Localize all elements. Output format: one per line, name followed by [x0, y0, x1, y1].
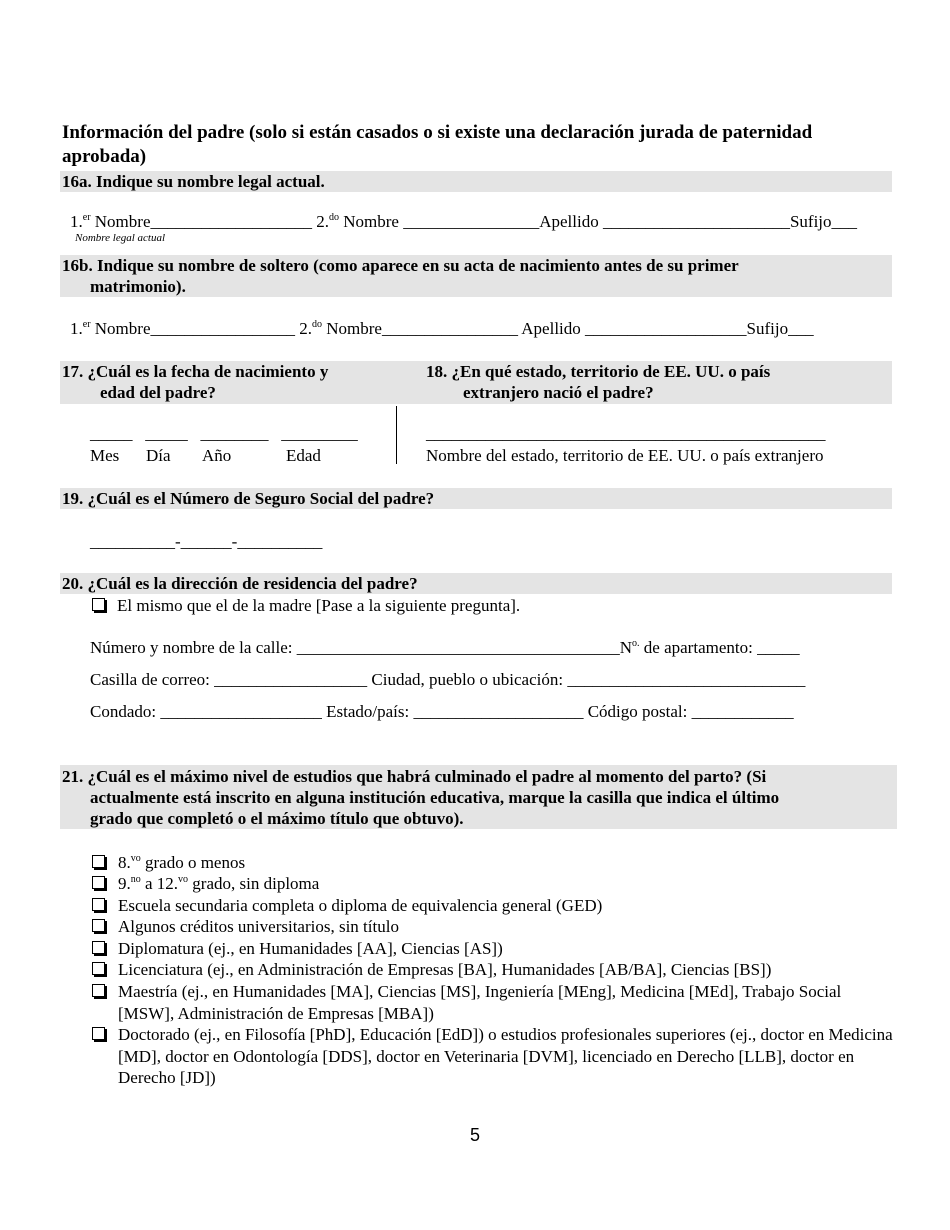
- pobox-city-field[interactable]: Casilla de correo: __________________ Ciudad, pueblo o ubicación: ____________________________: [90, 670, 806, 689]
- education-option-bachelor[interactable]: Licenciatura (ej., en Administración de Empresas [BA], Humanidades [AB/BA], Ciencias [BS]): [92, 959, 902, 981]
- edad-label: Edad: [286, 446, 321, 465]
- same-as-mother-option[interactable]: El mismo que el de la madre [Pase a la siguiente pregunta].: [92, 596, 520, 616]
- street-address-field[interactable]: Número y nombre de la calle: $\_\_\_\_\_\_\_\_\_\_\_\_\_\_\_\_\_\_\_\_\_\_\_\_\_\_\_\_\_\_\_\_\_\_\_\_\_\_N^{o.}$ de apartamento: _____: [90, 638, 800, 657]
- section-20-header: 20. ¿Cuál es la dirección de residencia del padre?: [60, 573, 892, 594]
- education-option-associate[interactable]: Diplomatura (ej., en Humanidades [AA], Ciencias [AS]): [92, 938, 902, 960]
- page-number: 5: [469, 1125, 480, 1145]
- section-19-header: 19. ¿Cuál es el Número de Seguro Social del padre?: [60, 488, 892, 509]
- birthplace-label: Nombre del estado, territorio de EE. UU. o país extranjero: [426, 446, 824, 465]
- section-16b-header-line2: matrimonio).: [90, 277, 186, 296]
- birth-name-fields[interactable]: 1.$^{er}$ Nombre_________________ 2.$^{do}$ Nombre________________ Apellido ___________________Sufijo___: [70, 319, 814, 338]
- column-divider: [396, 406, 397, 464]
- legal-name-fields[interactable]: 1.$^{er}$ Nombre___________________ 2.$^{do}$ Nombre ________________Apellido ______________________Sufijo___: [70, 212, 858, 231]
- checkbox-icon[interactable]: [92, 876, 105, 889]
- education-option-masters[interactable]: Maestría (ej., en Humanidades [MA], Ciencias [MS], Ingeniería [MEng], Medicina [MEd], Trabajo Social [MSW], Administración de Empresas [MBA]): [92, 981, 882, 1024]
- checkbox-icon[interactable]: [92, 941, 105, 954]
- checkbox-icon[interactable]: [92, 1027, 105, 1040]
- checkbox-icon[interactable]: [92, 855, 105, 868]
- ssn-blank[interactable]: __________-______-__________: [90, 532, 323, 551]
- checkbox-icon[interactable]: [92, 919, 105, 932]
- education-option-some-college[interactable]: Algunos créditos universitarios, sin título: [92, 916, 902, 938]
- checkbox-icon[interactable]: [92, 898, 105, 911]
- education-option-doctorate[interactable]: Doctorado (ej., en Filosofía [PhD], Educación [EdD]) o estudios profesionales superiores (ej., doctor en Medicina [MD], doctor en Odontología [DDS], doctor en Veterinaria [DVM], licenciado en Derecho [LLB], doctor en Derecho [JD]): [92, 1024, 902, 1089]
- education-option-8th[interactable]: 8.$^{vo}$ grado o menos: [92, 852, 902, 874]
- county-state-zip-field[interactable]: Condado: ___________________ Estado/país: ____________________ Código postal: ____________: [90, 702, 794, 721]
- section-16b-header-line1: 16b. Indique su nombre de soltero (como aparece en su acta de nacimiento antes de su primer: [62, 256, 739, 275]
- dia-label: Día: [146, 446, 171, 465]
- birth-date-blanks[interactable]: _____ _____ ________ _________: [90, 424, 358, 443]
- checkbox-icon[interactable]: [92, 984, 105, 997]
- checkbox-icon[interactable]: [92, 962, 105, 975]
- legal-name-caption: Nombre legal actual: [75, 232, 166, 244]
- section-17-header: 17. ¿Cuál es la fecha de nacimiento y edad del padre?: [62, 362, 329, 402]
- section-16b-header: [60, 255, 892, 297]
- education-option-9-12[interactable]: 9.$^{no}$ a 12.$^{vo}$ grado, sin diploma: [92, 873, 902, 895]
- ano-label: Año: [202, 446, 232, 465]
- mes-label: Mes: [90, 446, 120, 465]
- section-21-header-text: 21. ¿Cuál es el máximo nivel de estudios que habrá culminado el padre al momento del parto? (Si actualmente está inscrito en alguna institución educativa, marque la casilla que indica el último grado que completó o el máximo título que obtuvo).: [62, 767, 780, 828]
- birthplace-blank[interactable]: _______________________________________________: [426, 424, 826, 443]
- education-option-highschool[interactable]: Escuela secundaria completa o diploma de equivalencia general (GED): [92, 895, 902, 917]
- checkbox-icon[interactable]: [92, 598, 105, 611]
- section-18-header: 18. ¿En qué estado, territorio de EE. UU. o país extranjero nació el padre?: [426, 362, 771, 402]
- section-16a-header: 16a. Indique su nombre legal actual.: [60, 171, 892, 192]
- page-title: Información del padre (solo si están casados o si existe una declaración jurada de paternidad aprobada): [62, 122, 813, 167]
